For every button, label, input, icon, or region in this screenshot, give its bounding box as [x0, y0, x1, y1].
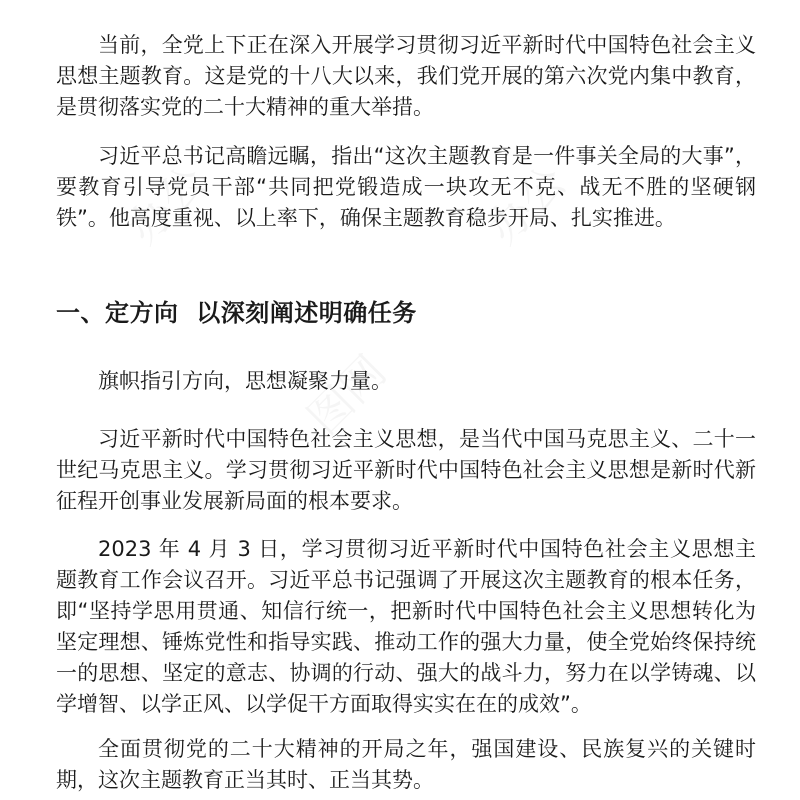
paragraph-section-2: 习近平新时代中国特色社会主义思想，是当代中国马克思主义、二十一世纪马克思主义。学习贯彻习近平新时代中国特色社会主义思想是新时代新征程开创事业发展新局面的根本要求。 [56, 427, 756, 513]
paragraph-intro-2: 习近平总书记高瞻远瞩，指出“这次主题教育是一件事关全局的大事”，要教育引导党员干部“共同把党锻造成一块攻无不克、战无不胜的坚硬钢铁”。他高度重视、以上率下，确保主题教育稳步开局、扎实推进。 [56, 144, 756, 230]
paragraph-section-1: 旗帜指引方向，思想凝聚力量。 [98, 369, 392, 393]
paragraph-section-4: 全面贯彻党的二十大精神的开局之年，强国建设、民族复兴的关键时期，这次主题教育正当其时、正当其势。 [56, 737, 756, 792]
paragraph-intro-1: 当前，全党上下正在深入开展学习贯彻习近平新时代中国特色社会主义思想主题教育。这是党的十八大以来，我们党开展的第六次党内集中教育，是贯彻落实党的二十大精神的重大举措。 [56, 33, 756, 119]
section-heading: 一、定方向 以深刻阐述明确任务 [56, 299, 417, 327]
paragraph-section-3: 2023 年 4 月 3 日，学习贯彻习近平新时代中国特色社会主义思想主题教育工作会议召开。习近平总书记强调了开展这次主题教育的根本任务，即“坚持学思用贯通、知信行统一，把新时代中国特色社会主义思想转化为坚定理想、锤炼党性和指导实践、推动工作的强大力量，使全党始终保持统一的思想、坚定的意志、协调的行动、强大的战斗力，努力在以学铸魂、以学增智、以学正风、以学促干方面取得实实在在的成效”。 [56, 537, 756, 716]
